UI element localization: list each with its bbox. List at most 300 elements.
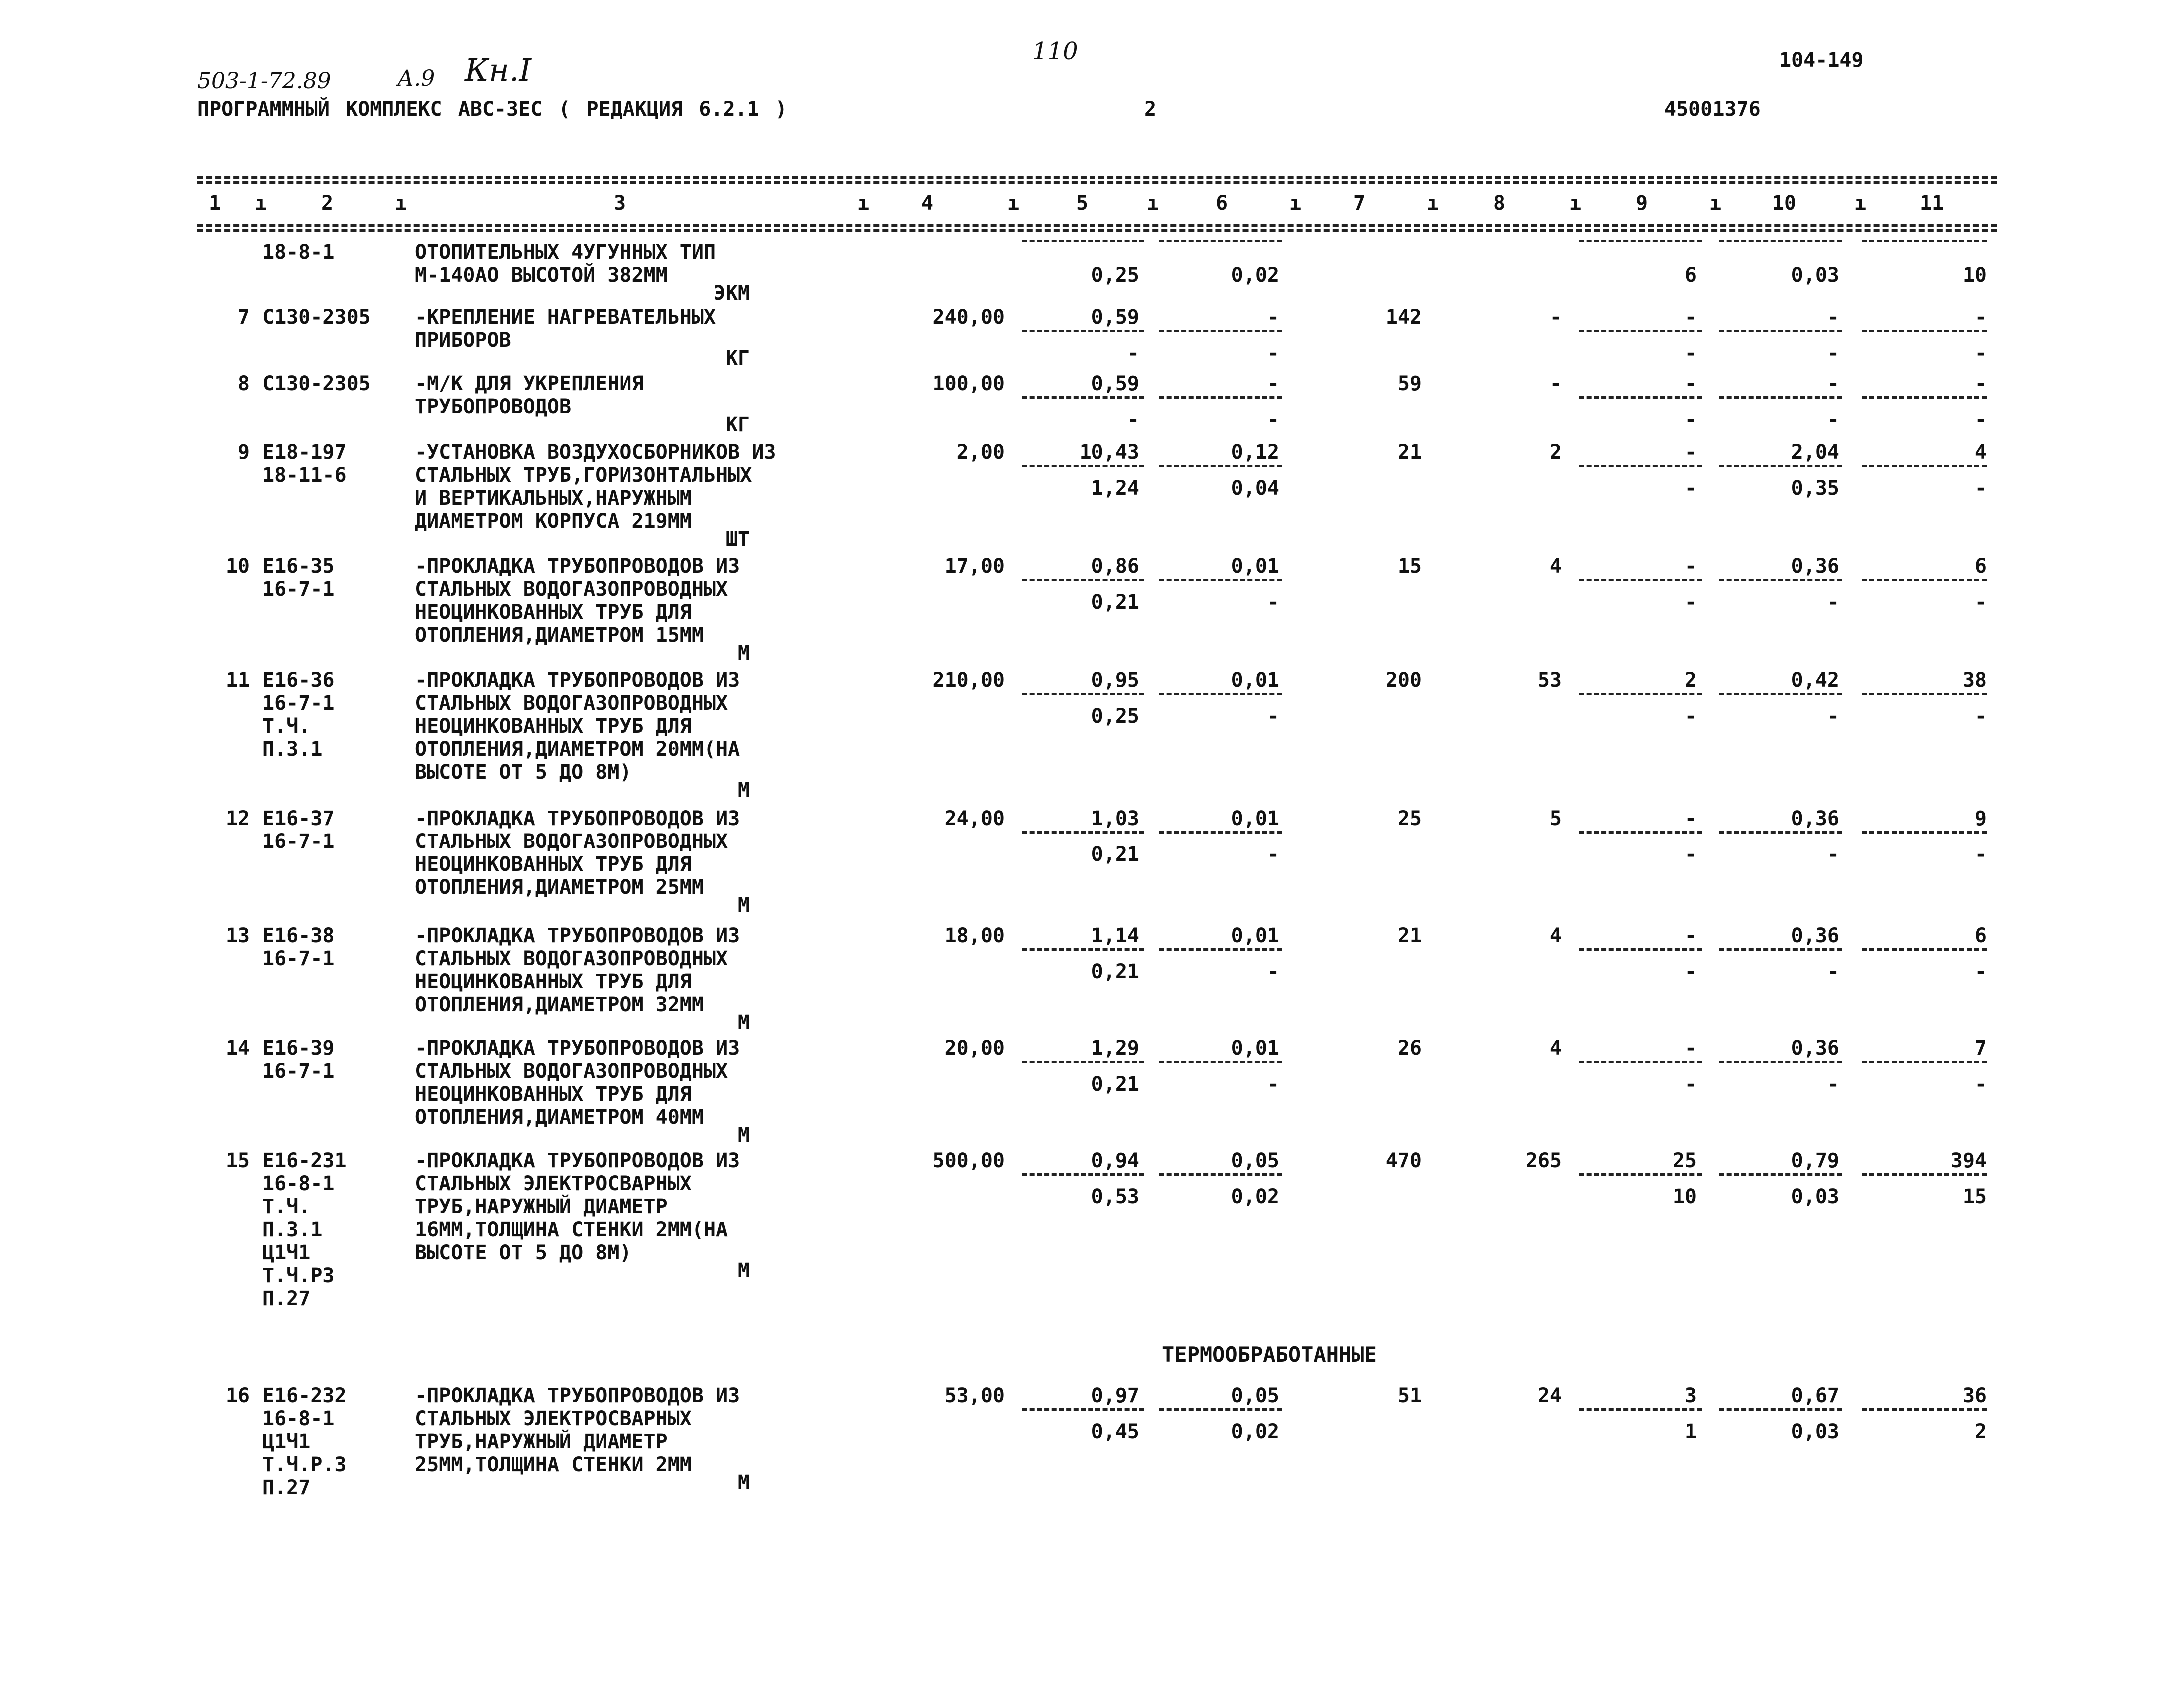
value-c7: 142 — [1385, 306, 1422, 329]
value-c5: 1,29 — [1091, 1037, 1139, 1060]
value-c10b: - — [1827, 1073, 1839, 1096]
value-c7: 59 — [1397, 372, 1422, 395]
value-c6: 0,05 — [1231, 1384, 1279, 1407]
value-c10b: - — [1827, 843, 1839, 866]
subtotal-rule — [1022, 1408, 1144, 1411]
row-description: СТАЛЬНЫХ ВОДОГАЗОПРОВОДНЫХ — [415, 692, 728, 715]
row-description: СТАЛЬНЫХ ВОДОГАЗОПРОВОДНЫХ — [415, 578, 728, 601]
value-c6: 0,01 — [1231, 924, 1279, 947]
value-c5b: 0,45 — [1091, 1420, 1139, 1443]
book-reference: Кн.I — [465, 52, 532, 88]
value-c10: 0,36 — [1791, 1037, 1839, 1060]
subtotal-rule — [1159, 1408, 1282, 1411]
value-c5b: - — [1127, 408, 1139, 431]
subtotal-rule — [1719, 1173, 1842, 1176]
value-c8: - — [1549, 372, 1562, 395]
subtotal-rule — [1862, 1061, 1987, 1063]
row-description: -ПРОКЛАДКА ТРУБОПРОВОДОВ ИЗ — [415, 924, 740, 947]
column-header-8: 8 — [1493, 192, 1506, 215]
subtotal-rule — [1022, 465, 1144, 467]
value-c9b: 1 — [1684, 1420, 1697, 1443]
value-c7: 15 — [1397, 555, 1422, 578]
row-code: С130-2305 — [262, 372, 371, 395]
subtotal-rule — [1022, 396, 1144, 399]
value-c11: - — [1974, 372, 1987, 395]
header-bottom-rule-2 — [197, 229, 1997, 232]
value-c5: 0,94 — [1091, 1149, 1139, 1172]
subtotal-rule — [1579, 693, 1702, 695]
value-c5: 1,03 — [1091, 807, 1139, 830]
value-c6b: - — [1267, 408, 1279, 431]
value-c9b: - — [1684, 477, 1697, 500]
header-bottom-rule — [197, 224, 1997, 227]
value-c6: 0,05 — [1231, 1149, 1279, 1172]
row-description: ТРУБ,НАРУЖНЫЙ ДИАМЕТР — [415, 1195, 668, 1218]
row-code: 18-11-6 — [262, 464, 347, 487]
row-position: 13 — [225, 924, 250, 947]
value-c6b: - — [1267, 843, 1279, 866]
column-header-4: 4 — [921, 192, 934, 215]
value-c10: 0,36 — [1791, 555, 1839, 578]
row-description: НЕОЦИНКОВАННЫХ ТРУБ ДЛЯ — [415, 601, 692, 624]
row-code: С130-2305 — [262, 306, 371, 329]
subtotal-rule — [1719, 831, 1842, 834]
subtotal-rule — [1719, 1408, 1842, 1411]
value-c11: 6 — [1974, 555, 1987, 578]
subtotal-rule — [1159, 579, 1282, 581]
row-code: 16-8-1 — [262, 1172, 335, 1195]
row-unit: М — [737, 1124, 750, 1147]
row-code: Е18-197 — [262, 441, 347, 464]
row-description: ТРУБ,НАРУЖНЫЙ ДИАМЕТР — [415, 1430, 668, 1453]
value-c9: - — [1684, 1037, 1697, 1060]
value-c9: - — [1684, 555, 1697, 578]
subtotal-rule — [1022, 330, 1144, 332]
value-c9: - — [1684, 924, 1697, 947]
program-title: ПРОГРАММНЫЙ КОМПЛЕКС АВС-3ЕС ( РЕДАКЦИЯ 6.2.1 ) — [197, 98, 787, 121]
value-c9b: - — [1684, 705, 1697, 728]
value-c7: 51 — [1397, 1384, 1422, 1407]
row-description: ТРУБОПРОВОДОВ — [415, 395, 572, 418]
subtotal-rule — [1579, 1173, 1702, 1176]
value-c8: 53 — [1537, 669, 1562, 692]
row-code: Ц1Ч1 — [262, 1241, 311, 1264]
value-c6: 0,01 — [1231, 1037, 1279, 1060]
value-c5: 0,59 — [1091, 306, 1139, 329]
value-c10b: 0,03 — [1791, 1420, 1839, 1443]
subtotal-rule — [1719, 948, 1842, 951]
value-c8: 4 — [1549, 924, 1562, 947]
value-c6b: - — [1267, 342, 1279, 365]
row-description: -М/К ДЛЯ УКРЕПЛЕНИЯ — [415, 372, 644, 395]
row-code: 18-8-1 — [262, 241, 335, 264]
value-c11: 38 — [1962, 669, 1987, 692]
column-header-11: 11 — [1919, 192, 1944, 215]
row-description: НЕОЦИНКОВАННЫХ ТРУБ ДЛЯ — [415, 1083, 692, 1106]
subtotal-rule — [1579, 330, 1702, 332]
row-position: 11 — [225, 669, 250, 692]
row-code: Е16-39 — [262, 1037, 335, 1060]
subtotal-rule — [1159, 396, 1282, 399]
row-code: 16-7-1 — [262, 830, 335, 853]
value-c9: - — [1684, 372, 1697, 395]
value-c10b: 0,35 — [1791, 477, 1839, 500]
value-c6b: - — [1267, 960, 1279, 983]
row-description: -КРЕПЛЕНИЕ НАГРЕВАТЕЛЬНЫХ — [415, 306, 716, 329]
column-separator: ı — [1147, 192, 1159, 215]
value-c10: 0,42 — [1791, 669, 1839, 692]
row-position: 7 — [237, 306, 250, 329]
subtotal-rule — [1579, 831, 1702, 834]
subtotal-rule — [1022, 1173, 1144, 1176]
value-c6b: 0,02 — [1231, 1185, 1279, 1208]
row-code: 16-7-1 — [262, 1060, 335, 1083]
row-position: 10 — [225, 555, 250, 578]
value-c6b: 0,02 — [1231, 1420, 1279, 1443]
value-c4: 100,00 — [932, 372, 1005, 395]
value-c11: 9 — [1974, 807, 1987, 830]
row-code: Ц1Ч1 — [262, 1430, 311, 1453]
subtotal-rule — [1579, 240, 1702, 242]
row-position: 9 — [237, 441, 250, 464]
row-code: 16-7-1 — [262, 578, 335, 601]
subtotal-rule — [1159, 948, 1282, 951]
column-separator: ı — [857, 192, 870, 215]
value-c8: - — [1549, 306, 1562, 329]
value-c6b: - — [1267, 705, 1279, 728]
row-description: -УСТАНОВКА ВОЗДУХОСБОРНИКОВ ИЗ — [415, 441, 776, 464]
row-code: Т.Ч.Р.3 — [262, 1453, 347, 1476]
value-c6: - — [1267, 306, 1279, 329]
value-c9b: - — [1684, 960, 1697, 983]
row-code: Т.Ч.Р3 — [262, 1264, 335, 1287]
row-code: 16-7-1 — [262, 692, 335, 715]
subtotal-rule — [1579, 465, 1702, 467]
row-description: -ПРОКЛАДКА ТРУБОПРОВОДОВ ИЗ — [415, 1149, 740, 1172]
row-unit: М — [737, 1011, 750, 1034]
subtotal-rule — [1719, 396, 1842, 399]
row-code: Е16-232 — [262, 1384, 347, 1407]
row-position: 8 — [237, 372, 250, 395]
value-c5: 0,97 — [1091, 1384, 1139, 1407]
value-c11: 7 — [1974, 1037, 1987, 1060]
value-c5b: 0,25 — [1091, 705, 1139, 728]
row-position: 12 — [225, 807, 250, 830]
column-header-10: 10 — [1772, 192, 1797, 215]
value-c8: 4 — [1549, 1037, 1562, 1060]
row-unit: М — [737, 1471, 750, 1494]
row-description: ОТОПЛЕНИЯ,ДИАМЕТРОМ 32ММ — [415, 993, 704, 1016]
value-c4: 500,00 — [932, 1149, 1005, 1172]
value-c9b: - — [1684, 342, 1697, 365]
row-unit: ЭКМ — [713, 282, 750, 305]
value-c10: - — [1827, 306, 1839, 329]
value-c10: 0,03 — [1791, 264, 1839, 287]
row-code: П.3.1 — [262, 738, 323, 761]
row-description: ОТОПЛЕНИЯ,ДИАМЕТРОМ 15ММ — [415, 624, 704, 647]
value-c10: - — [1827, 372, 1839, 395]
subtotal-rule — [1719, 465, 1842, 467]
row-description: НЕОЦИНКОВАННЫХ ТРУБ ДЛЯ — [415, 715, 692, 738]
column-header-6: 6 — [1215, 192, 1228, 215]
row-description: 16ММ,ТОЛЩИНА СТЕНКИ 2ММ(НА — [415, 1218, 728, 1241]
column-separator: ı — [1569, 192, 1582, 215]
value-c9: 25 — [1672, 1149, 1697, 1172]
value-c7: 26 — [1397, 1037, 1422, 1060]
value-c9b: - — [1684, 843, 1697, 866]
row-position: 16 — [225, 1384, 250, 1407]
value-c4: 17,00 — [944, 555, 1005, 578]
value-c6: - — [1267, 372, 1279, 395]
row-unit: М — [737, 642, 750, 665]
value-c9: - — [1684, 807, 1697, 830]
row-description: -ПРОКЛАДКА ТРУБОПРОВОДОВ ИЗ — [415, 555, 740, 578]
value-c8: 265 — [1525, 1149, 1562, 1172]
value-c11: 4 — [1974, 441, 1987, 464]
value-c11b: 15 — [1962, 1185, 1987, 1208]
row-description: СТАЛЬНЫХ ВОДОГАЗОПРОВОДНЫХ — [415, 1060, 728, 1083]
header-top-rule — [197, 176, 1997, 179]
subtotal-rule — [1159, 1173, 1282, 1176]
value-c9: - — [1684, 306, 1697, 329]
value-c8: 4 — [1549, 555, 1562, 578]
value-c10: 0,79 — [1791, 1149, 1839, 1172]
row-code: Т.Ч. — [262, 715, 311, 738]
subtotal-rule — [1862, 831, 1987, 834]
value-c6: 0,01 — [1231, 555, 1279, 578]
page-number: 110 — [1032, 37, 1078, 65]
value-c10b: 0,03 — [1791, 1185, 1839, 1208]
subtotal-rule — [1862, 579, 1987, 581]
row-code: 16-8-1 — [262, 1407, 335, 1430]
row-position: 14 — [225, 1037, 250, 1060]
row-description: НЕОЦИНКОВАННЫХ ТРУБ ДЛЯ — [415, 853, 692, 876]
row-description: ВЫСОТЕ ОТ 5 ДО 8М) — [415, 1241, 632, 1264]
row-code: Т.Ч. — [262, 1195, 311, 1218]
row-description: НЕОЦИНКОВАННЫХ ТРУБ ДЛЯ — [415, 970, 692, 993]
column-separator: ı — [1427, 192, 1439, 215]
value-c4: 20,00 — [944, 1037, 1005, 1060]
value-c10: 0,36 — [1791, 924, 1839, 947]
value-c11b: - — [1974, 843, 1987, 866]
row-description: ОТОПИТЕЛЬНЫХ 4УГУННЫХ ТИП — [415, 241, 716, 264]
section-label: ТЕРМООБРАБОТАННЫЕ — [1162, 1342, 1377, 1367]
value-c11b: - — [1974, 342, 1987, 365]
column-separator: ı — [1854, 192, 1867, 215]
subtotal-rule — [1579, 948, 1702, 951]
value-c11b: - — [1974, 960, 1987, 983]
value-c11: - — [1974, 306, 1987, 329]
subtotal-rule — [1862, 1173, 1987, 1176]
value-c7: 25 — [1397, 807, 1422, 830]
column-separator: ı — [255, 192, 267, 215]
subtotal-rule — [1159, 693, 1282, 695]
subtotal-rule — [1022, 831, 1144, 834]
row-code: П.27 — [262, 1476, 311, 1499]
value-c4: 210,00 — [932, 669, 1005, 692]
column-separator: ı — [395, 192, 407, 215]
value-c7: 470 — [1385, 1149, 1422, 1172]
subtotal-rule — [1159, 330, 1282, 332]
value-c5b: 1,24 — [1091, 477, 1139, 500]
subtotal-rule — [1719, 240, 1842, 242]
value-c9: 6 — [1684, 264, 1697, 287]
value-c11b: - — [1974, 477, 1987, 500]
subtotal-rule — [1579, 1408, 1702, 1411]
subtotal-rule — [1862, 948, 1987, 951]
value-c5: 1,14 — [1091, 924, 1139, 947]
value-c5b: 0,21 — [1091, 843, 1139, 866]
column-header-9: 9 — [1635, 192, 1648, 215]
row-description: ОТОПЛЕНИЯ,ДИАМЕТРОМ 40ММ — [415, 1106, 704, 1129]
album-reference: А.9 — [397, 66, 435, 91]
subtotal-rule — [1022, 948, 1144, 951]
column-header-1: 1 — [208, 192, 221, 215]
subtotal-rule — [1862, 693, 1987, 695]
row-description: 25ММ,ТОЛЩИНА СТЕНКИ 2ММ — [415, 1453, 692, 1476]
sheet-reference: 104-149 — [1779, 49, 1864, 72]
row-unit: ШТ — [725, 528, 750, 551]
value-c5b: 0,53 — [1091, 1185, 1139, 1208]
value-c10: 0,36 — [1791, 807, 1839, 830]
row-code: Е16-231 — [262, 1149, 347, 1172]
subtotal-rule — [1579, 1061, 1702, 1063]
subtotal-rule — [1719, 1061, 1842, 1063]
value-c11b: 2 — [1974, 1420, 1987, 1443]
row-description: СТАЛЬНЫХ ВОДОГАЗОПРОВОДНЫХ — [415, 830, 728, 853]
value-c5: 0,25 — [1091, 264, 1139, 287]
value-c7: 200 — [1385, 669, 1422, 692]
row-description: ОТОПЛЕНИЯ,ДИАМЕТРОМ 20ММ(НА — [415, 738, 740, 761]
row-description: ОТОПЛЕНИЯ,ДИАМЕТРОМ 25ММ — [415, 876, 704, 899]
value-c5: 0,59 — [1091, 372, 1139, 395]
row-description: СТАЛЬНЫХ ТРУБ,ГОРИЗОНТАЛЬНЫХ — [415, 464, 752, 487]
value-c6: 0,02 — [1231, 264, 1279, 287]
value-c6b: 0,04 — [1231, 477, 1279, 500]
value-c4: 2,00 — [956, 441, 1005, 464]
value-c10b: - — [1827, 342, 1839, 365]
column-header-2: 2 — [321, 192, 334, 215]
column-separator: ı — [1709, 192, 1722, 215]
value-c8: 2 — [1549, 441, 1562, 464]
value-c9: - — [1684, 441, 1697, 464]
header-top-rule-2 — [197, 181, 1997, 184]
row-unit: КГ — [725, 413, 750, 436]
row-unit: М — [737, 894, 750, 917]
value-c11b: - — [1974, 591, 1987, 614]
value-c11: 394 — [1950, 1149, 1987, 1172]
subtotal-rule — [1022, 240, 1144, 242]
row-description: СТАЛЬНЫХ ЭЛЕКТРОСВАРНЫХ — [415, 1172, 692, 1195]
value-c5b: 0,21 — [1091, 1073, 1139, 1096]
value-c9b: - — [1684, 408, 1697, 431]
row-code: Е16-37 — [262, 807, 335, 830]
row-description: М-140АО ВЫСОТОЙ 382ММ — [415, 264, 668, 287]
value-c10b: - — [1827, 408, 1839, 431]
row-description: -ПРОКЛАДКА ТРУБОПРОВОДОВ ИЗ — [415, 1384, 740, 1407]
column-separator: ı — [1007, 192, 1020, 215]
subtotal-rule — [1862, 240, 1987, 242]
subtotal-rule — [1862, 396, 1987, 399]
row-description: ВЫСОТЕ ОТ 5 ДО 8М) — [415, 761, 632, 784]
row-description: И ВЕРТИКАЛЬНЫХ,НАРУЖНЫМ — [415, 487, 692, 510]
value-c10: 2,04 — [1791, 441, 1839, 464]
subtotal-rule — [1862, 465, 1987, 467]
value-c9: 2 — [1684, 669, 1697, 692]
value-c5: 10,43 — [1079, 441, 1139, 464]
column-separator: ı — [1289, 192, 1302, 215]
value-c6: 0,12 — [1231, 441, 1279, 464]
value-c7: 21 — [1397, 441, 1422, 464]
row-description: -ПРОКЛАДКА ТРУБОПРОВОДОВ ИЗ — [415, 1037, 740, 1060]
value-c9b: 10 — [1672, 1185, 1697, 1208]
value-c7: 21 — [1397, 924, 1422, 947]
subtotal-rule — [1159, 240, 1282, 242]
value-c8: 5 — [1549, 807, 1562, 830]
column-header-7: 7 — [1353, 192, 1366, 215]
value-c6b: - — [1267, 591, 1279, 614]
value-c6b: - — [1267, 1073, 1279, 1096]
row-description: -ПРОКЛАДКА ТРУБОПРОВОДОВ ИЗ — [415, 669, 740, 692]
row-description: -ПРОКЛАДКА ТРУБОПРОВОДОВ ИЗ — [415, 807, 740, 830]
value-c11: 6 — [1974, 924, 1987, 947]
value-c5b: 0,21 — [1091, 591, 1139, 614]
value-c11b: - — [1974, 408, 1987, 431]
value-c9b: - — [1684, 591, 1697, 614]
value-c4: 240,00 — [932, 306, 1005, 329]
value-c4: 24,00 — [944, 807, 1005, 830]
row-code: 16-7-1 — [262, 947, 335, 970]
subtotal-rule — [1719, 330, 1842, 332]
value-c4: 18,00 — [944, 924, 1005, 947]
row-code: Е16-36 — [262, 669, 335, 692]
subtotal-rule — [1022, 579, 1144, 581]
row-unit: М — [737, 1259, 750, 1282]
row-description: СТАЛЬНЫХ ВОДОГАЗОПРОВОДНЫХ — [415, 947, 728, 970]
row-code: Е16-35 — [262, 555, 335, 578]
value-c8: 24 — [1537, 1384, 1562, 1407]
doc-reference: 503-1-72.89 — [197, 68, 331, 94]
column-header-3: 3 — [613, 192, 626, 215]
value-c11: 36 — [1962, 1384, 1987, 1407]
value-c9: 3 — [1684, 1384, 1697, 1407]
row-description: ДИАМЕТРОМ КОРПУСА 219ММ — [415, 510, 692, 533]
value-c10: 0,67 — [1791, 1384, 1839, 1407]
row-unit: КГ — [725, 347, 750, 370]
subtotal-rule — [1862, 330, 1987, 332]
row-position: 15 — [225, 1149, 250, 1172]
value-c11b: - — [1974, 705, 1987, 728]
value-c5b: 0,21 — [1091, 960, 1139, 983]
subtotal-rule — [1022, 1061, 1144, 1063]
subtotal-rule — [1719, 579, 1842, 581]
value-c4: 53,00 — [944, 1384, 1005, 1407]
row-unit: М — [737, 779, 750, 802]
value-c11b: - — [1974, 1073, 1987, 1096]
value-c10b: - — [1827, 960, 1839, 983]
subtotal-rule — [1159, 831, 1282, 834]
row-description: СТАЛЬНЫХ ЭЛЕКТРОСВАРНЫХ — [415, 1407, 692, 1430]
subtotal-rule — [1719, 693, 1842, 695]
subtotal-rule — [1579, 579, 1702, 581]
value-c6: 0,01 — [1231, 807, 1279, 830]
subtotal-rule — [1159, 1061, 1282, 1063]
value-c6: 0,01 — [1231, 669, 1279, 692]
subtotal-rule — [1862, 1408, 1987, 1411]
row-code: Е16-38 — [262, 924, 335, 947]
subtotal-rule — [1022, 693, 1144, 695]
value-c11: 10 — [1962, 264, 1987, 287]
